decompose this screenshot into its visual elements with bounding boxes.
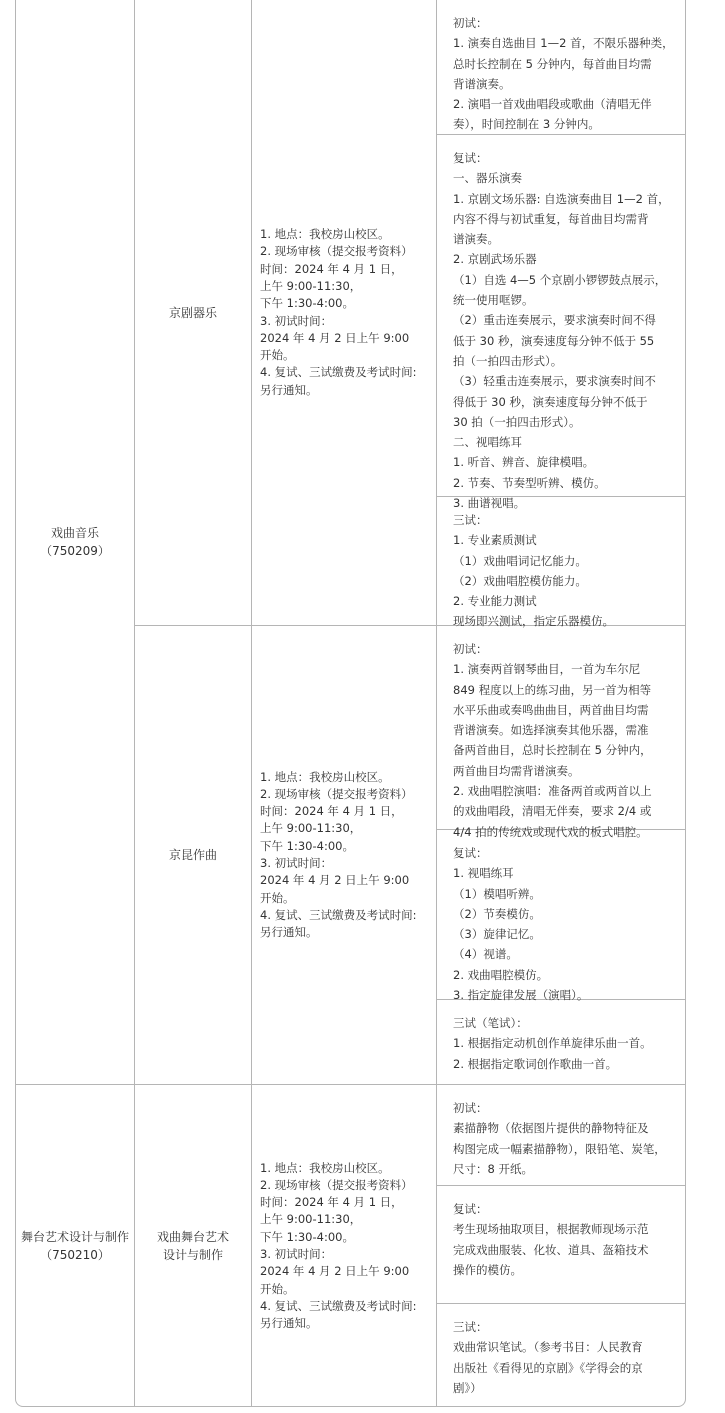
exam-schedule-table: [15, 0, 686, 1407]
info-cell-jingju-instrumental: [252, 0, 437, 626]
stage-cell-preliminary: [437, 1085, 686, 1186]
direction-label: 京剧器乐: [168, 305, 217, 320]
direction-cell-stage-art-design: [135, 1085, 252, 1407]
stage-cell-third-test: [437, 497, 686, 629]
info-cell-stage-art-design: [252, 1085, 437, 1407]
exam-info-text: 1. 地点：我校房山校区。 2. 现场审核（提交报考资料） 时间：2024 年 4 月 1 日， 上午 9:00-11:30， 下午 1:30-4:00。 3. 初试时间： 2024 年 4 月 2 日上午 9:00 开始。 4. 复试、三试缴费及考试时间: 另行通知。: [260, 1160, 417, 1331]
exam-info-text: 1. 地点：我校房山校区。 2. 现场审核（提交报考资料） 时间：2024 年 4 月 1 日， 上午 9:00-11:30， 下午 1:30-4:00。 3. 初试时间： 2024 年 4 月 2 日上午 9:00 开始。 4. 复试、三试缴费及考试时间: 另行通知。: [260, 769, 417, 940]
major-cell-stage-design: [16, 1085, 135, 1407]
stage-text: 复试： 一、器乐演奏 1. 京剧文场乐器: 自选演奏曲目 1—2 首， 内容不得与初试重复，每首曲目均需背 谱演奏。 2. 京剧武场乐器 （1）自选 4—5 个京剧小锣锣鼓点展示， 统一使用哐锣。 （2）重击连奏展示，要求演奏时间不得 低于 30 秒，演奏速度每分钟不低于 55 拍（一拍四击形式）。 （3）轻重击连奏展示，要求演奏时间不 得低于 30 秒，演奏速度每分钟不低于 30 拍（一拍四击形式）。 二、视唱练耳 1. 听音、辨音、旋律模唱。 2. 节奏、节奏型听辨、模仿。 3. 曲谱视唱。: [453, 151, 670, 511]
stage-text: 初试： 1. 演奏自选曲目 1—2 首，不限乐器种类， 总时长控制在 5 分钟内，每首曲目均需 背谱演奏。 2. 演唱一首戏曲唱段或歌曲（清唱无伴 奏），时间控制在 3 分钟内。: [453, 16, 674, 132]
stage-text: 复试： 1. 视唱练耳 （1）模唱听辨。 （2）节奏模仿。 （3）旋律记忆。 （4）视谱。 2. 戏曲唱腔模仿。 3. 指定旋律发展（演唱）。: [453, 846, 589, 1003]
stage-text: 复试： 考生现场抽取项目，根据教师现场示范 完成戏曲服装、化妆、道具、盔箱技术 操作的模仿。: [453, 1202, 649, 1277]
stage-text: 初试： 素描静物（依据图片提供的静物特征及 构图完成一幅素描静物），限铅笔、炭笔， 尺寸：8 开纸。: [453, 1101, 666, 1176]
stage-cell-retest: [437, 830, 686, 1003]
stage-text: 三试： 1. 专业素质测试 （1）戏曲唱词记忆能力。 （2）戏曲唱腔模仿能力。 2. 专业能力测试 现场即兴测试，指定乐器模仿。: [453, 513, 614, 629]
stage-cell-third-test: [437, 1000, 686, 1085]
stage-text: 初试： 1. 演奏两首钢琴曲目，一首为车尔尼 849 程度以上的练习曲，另一首为相等 水平乐曲或奏鸣曲曲目，两首曲目均需 背谱演奏。如选择演奏其他乐器，需准 备两首曲目，总时长控制在 5 分钟内， 两首曲目均需背谱演奏。 2. 戏曲唱腔演唱：准备两首或两首以上 的戏曲唱段，清唱无伴奏，要求 2/4 或 4/4 拍的传统戏或现代戏的板式唱腔。: [453, 642, 652, 839]
stage-text: 三试： 戏曲常识笔试。（参考书目：人民教育 出版社《看得见的京剧》《学得会的京 剧》）: [453, 1320, 643, 1395]
info-cell-jingkun-composition: [252, 626, 437, 1085]
stage-cell-preliminary: [437, 626, 686, 839]
direction-label: 戏曲舞台艺术 设计与制作: [156, 1230, 229, 1262]
stage-cell-retest: [437, 135, 686, 511]
stage-cell-preliminary: [437, 0, 686, 135]
major-label: 舞台艺术设计与制作 （750210）: [20, 1230, 129, 1262]
stage-cell-retest: [437, 1186, 686, 1304]
major-cell-opera-music: [16, 0, 135, 1085]
direction-cell-jingkun-composition: [135, 626, 252, 1085]
major-label: 戏曲音乐 （750209）: [40, 526, 110, 558]
direction-label: 京昆作曲: [168, 848, 217, 862]
exam-info-text: 1. 地点：我校房山校区。 2. 现场审核（提交报考资料） 时间：2024 年 4 月 1 日， 上午 9:00-11:30， 下午 1:30-4:00。 3. 初试时间： 2024 年 4 月 2 日上午 9:00 开始。 4. 复试、三试缴费及考试时间: 另行通知。: [260, 227, 417, 397]
stage-text: 三试（笔试）： 1. 根据指定动机创作单旋律乐曲一首。 2. 根据指定歌词创作歌曲一首。: [453, 1016, 652, 1071]
direction-cell-jingju-instrumental: [135, 0, 252, 626]
stage-cell-third-test: [437, 1304, 686, 1407]
